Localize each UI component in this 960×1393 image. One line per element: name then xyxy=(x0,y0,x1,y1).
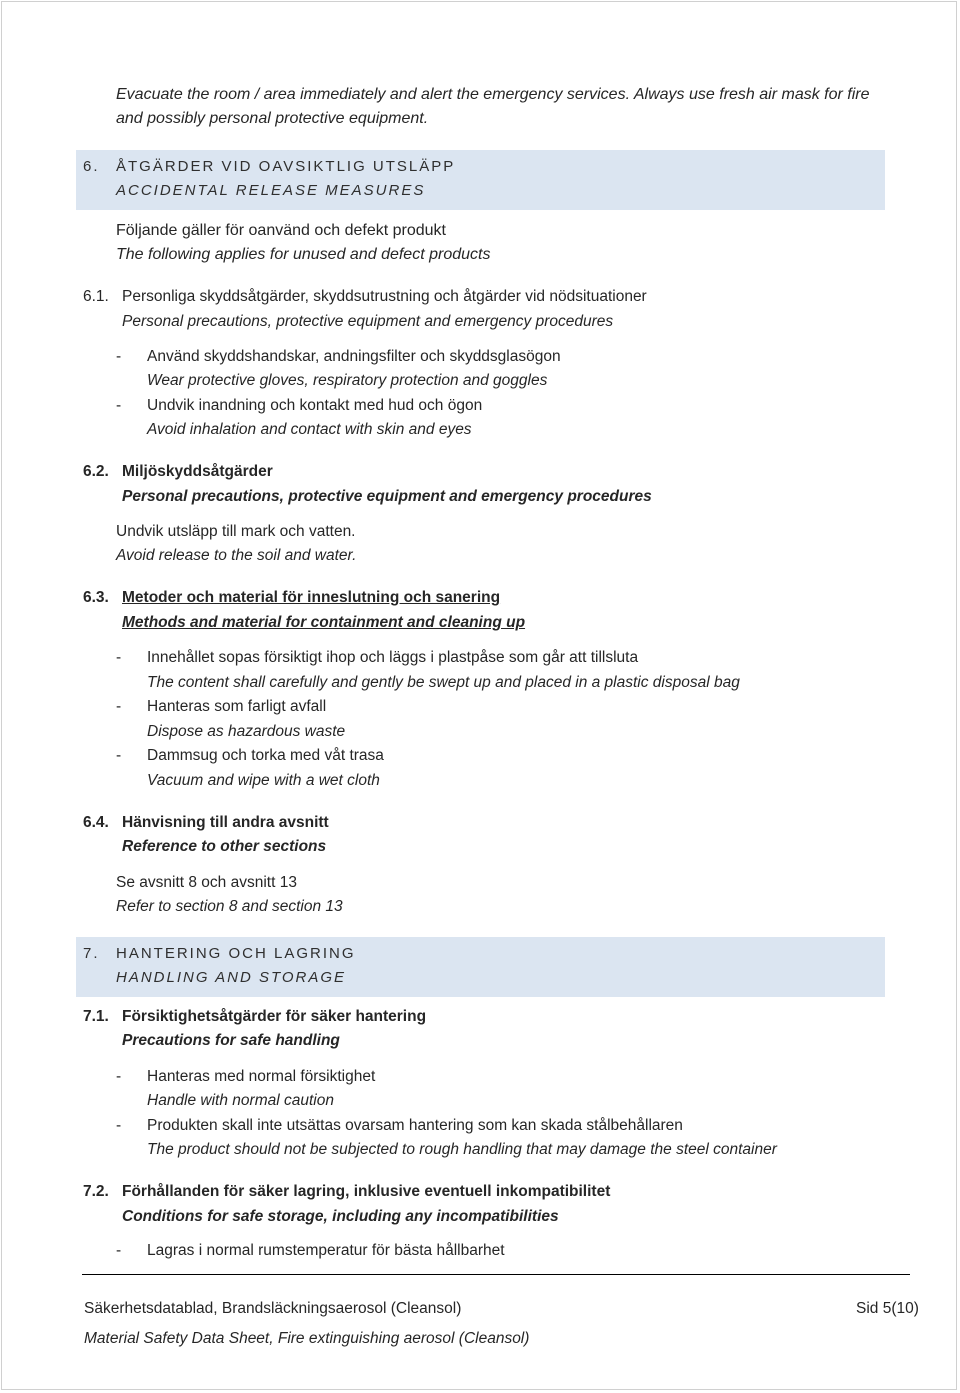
bullet: - xyxy=(116,1068,122,1085)
subsection-7-1-heading-sv: Försiktighetsåtgärder för säker hantering xyxy=(122,1008,427,1025)
bullet: - xyxy=(116,1117,122,1134)
list-item: Hanteras som farligt avfall xyxy=(147,698,327,715)
section-7-title-sv: HANTERING OCH LAGRING xyxy=(116,945,356,962)
subsection-7-1-heading-en: Precautions for safe handling xyxy=(122,1032,340,1049)
list-item-translation: The content shall carefully and gently be swept up and placed in a plastic disposal bag xyxy=(147,674,740,691)
list-item: Undvik inandning och kontakt med hud och ögon xyxy=(147,397,483,414)
footer-page-number: Sid 5(10) xyxy=(856,1300,919,1317)
subsection-7-2-heading-en: Conditions for safe storage, including any incompatibilities xyxy=(122,1208,559,1225)
subsection-7-2-number: 7.2. xyxy=(83,1183,109,1200)
subsection-7-2-heading-sv: Förhållanden för säker lagring, inklusive eventuell inkompatibilitet xyxy=(122,1183,611,1200)
list-item: Använd skyddshandskar, andningsfilter och skyddsglasögon xyxy=(147,348,561,365)
subsection-6-2-heading-sv: Miljöskyddsåtgärder xyxy=(122,463,273,480)
subsection-6-2-text-sv: Undvik utsläpp till mark och vatten. xyxy=(116,523,356,540)
footer-rule xyxy=(82,1274,910,1275)
footer-title-sv: Säkerhetsdatablad, Brandsläckningsaerosol (Cleansol) xyxy=(84,1300,462,1317)
list-item: Dammsug och torka med våt trasa xyxy=(147,747,384,764)
subsection-6-2-heading-en: Personal precautions, protective equipment and emergency procedures xyxy=(122,488,652,505)
subsection-6-4-heading-sv: Hänvisning till andra avsnitt xyxy=(122,814,329,831)
subsection-6-1-heading-sv: Personliga skyddsåtgärder, skyddsutrustning och åtgärder vid nödsituationer xyxy=(122,288,647,305)
bullet: - xyxy=(116,1242,122,1259)
subsection-6-4-number: 6.4. xyxy=(83,814,109,831)
list-item-translation: The product should not be subjected to rough handling that may damage the steel container xyxy=(147,1141,777,1158)
subsection-6-4-text-sv: Se avsnitt 8 och avsnitt 13 xyxy=(116,874,297,891)
bullet: - xyxy=(116,348,122,365)
list-item-translation: Dispose as hazardous waste xyxy=(147,723,346,740)
footer-title-en: Material Safety Data Sheet, Fire extinguishing aerosol (Cleansol) xyxy=(84,1330,530,1347)
section-6-intro-en: The following applies for unused and defect products xyxy=(116,246,491,263)
subsection-6-2-number: 6.2. xyxy=(83,463,109,480)
subsection-6-3-heading-sv: Metoder och material för inneslutning och sanering xyxy=(122,589,501,606)
section-7-title-en: HANDLING AND STORAGE xyxy=(116,969,347,986)
list-item-translation: Avoid inhalation and contact with skin and eyes xyxy=(147,421,472,438)
bullet: - xyxy=(116,747,122,764)
subsection-7-1-number: 7.1. xyxy=(83,1008,109,1025)
intro-line-2: and possibly personal protective equipment. xyxy=(116,110,429,127)
list-item: Produkten skall inte utsättas ovarsam hantering som kan skada stålbehållaren xyxy=(147,1117,683,1134)
subsection-6-3-heading-en: Methods and material for containment and cleaning up xyxy=(122,614,526,631)
section-6-number: 6. xyxy=(83,158,100,175)
subsection-6-4-text-en: Refer to section 8 and section 13 xyxy=(116,898,343,915)
list-item-translation: Wear protective gloves, respiratory protection and goggles xyxy=(147,372,548,389)
section-6-intro-sv: Följande gäller för oanvänd och defekt produkt xyxy=(116,222,446,239)
section-7-number: 7. xyxy=(83,945,100,962)
bullet: - xyxy=(116,698,122,715)
bullet: - xyxy=(116,397,122,414)
subsection-6-1-heading-en: Personal precautions, protective equipment and emergency procedures xyxy=(122,313,614,330)
list-item: Lagras i normal rumstemperatur för bästa hållbarhet xyxy=(147,1242,505,1259)
subsection-6-2-text-en: Avoid release to the soil and water. xyxy=(116,547,357,564)
bullet: - xyxy=(116,649,122,666)
subsection-6-4-heading-en: Reference to other sections xyxy=(122,838,327,855)
list-item: Hanteras med normal försiktighet xyxy=(147,1068,376,1085)
list-item-translation: Handle with normal caution xyxy=(147,1092,334,1109)
subsection-6-1-number: 6.1. xyxy=(83,288,109,305)
section-6-title-sv: ÅTGÄRDER VID OAVSIKTLIG UTSLÄPP xyxy=(116,158,456,175)
list-item: Innehållet sopas försiktigt ihop och läggs i plastpåse som går att tillsluta xyxy=(147,649,639,666)
subsection-6-3-number: 6.3. xyxy=(83,589,109,606)
section-6-title-en: ACCIDENTAL RELEASE MEASURES xyxy=(116,182,426,199)
intro-line-1: Evacuate the room / area immediately and alert the emergency services. Always use fresh air mask for fire xyxy=(116,86,870,103)
list-item-translation: Vacuum and wipe with a wet cloth xyxy=(147,772,380,789)
